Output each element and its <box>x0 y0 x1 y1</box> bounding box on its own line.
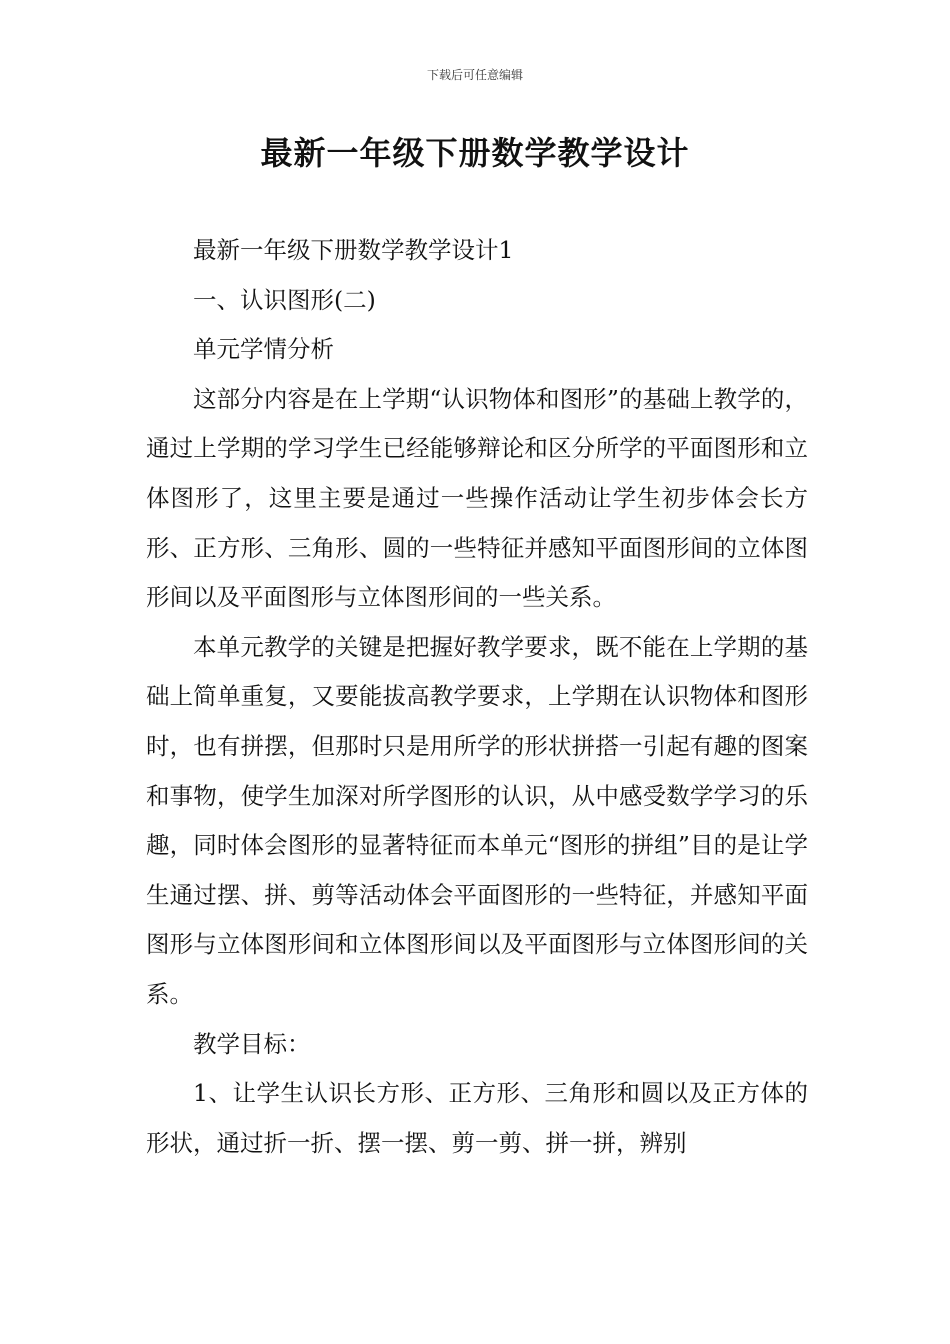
paragraph-goal-1: 1、让学生认识长方形、正方形、三角形和圆以及正方体的形状，通过折一折、摆一摆、剪一剪、拼一拼，辨别 <box>146 1079 808 1157</box>
document-body <box>146 226 808 1168</box>
document-title: 最新一年级下册数学教学设计 <box>260 134 690 172</box>
paragraph-analysis-heading: 单元学情分析 <box>193 335 334 364</box>
paragraph-analysis-2: 本单元教学的关键是把握好教学要求，既不能在上学期的基础上简单重复，又要能拔高教学要求，上学期在认识物体和图形时，也有拼摆，但那时只是用所学的形状拼搭一引起有趣的图案和事物，使学生加深对所学图形的认识，从中感受数学学习的乐趣，同时体会图形的显著特征而本单元“图形的拼组”目的是让学生通过摆、拼、剪等活动体会平面图形的一些特征，并感知平面图形与立体图形间和立体图形间以及平面图形与立体图形间的关系。 <box>146 632 808 1008</box>
header-note: 下载后可任意编辑 <box>426 68 523 82</box>
paragraph-goals-heading: 教学目标： <box>193 1029 311 1058</box>
paragraph-unit-heading: 一、认识图形(二) <box>193 285 376 314</box>
paragraph-section-title: 最新一年级下册数学教学设计1 <box>193 236 514 264</box>
paragraph-analysis-1: 这部分内容是在上学期“认识物体和图形”的基础上教学的，通过上学期的学习学生已经能够辩论和区分所学的平面图形和立体图形了，这里主要是通过一些操作活动让学生初步体会长方形、正方形、三角形、圆的一些特征并感知平面图形间的立体图形间以及平面图形与立体图形间的一些关系。 <box>146 384 808 612</box>
